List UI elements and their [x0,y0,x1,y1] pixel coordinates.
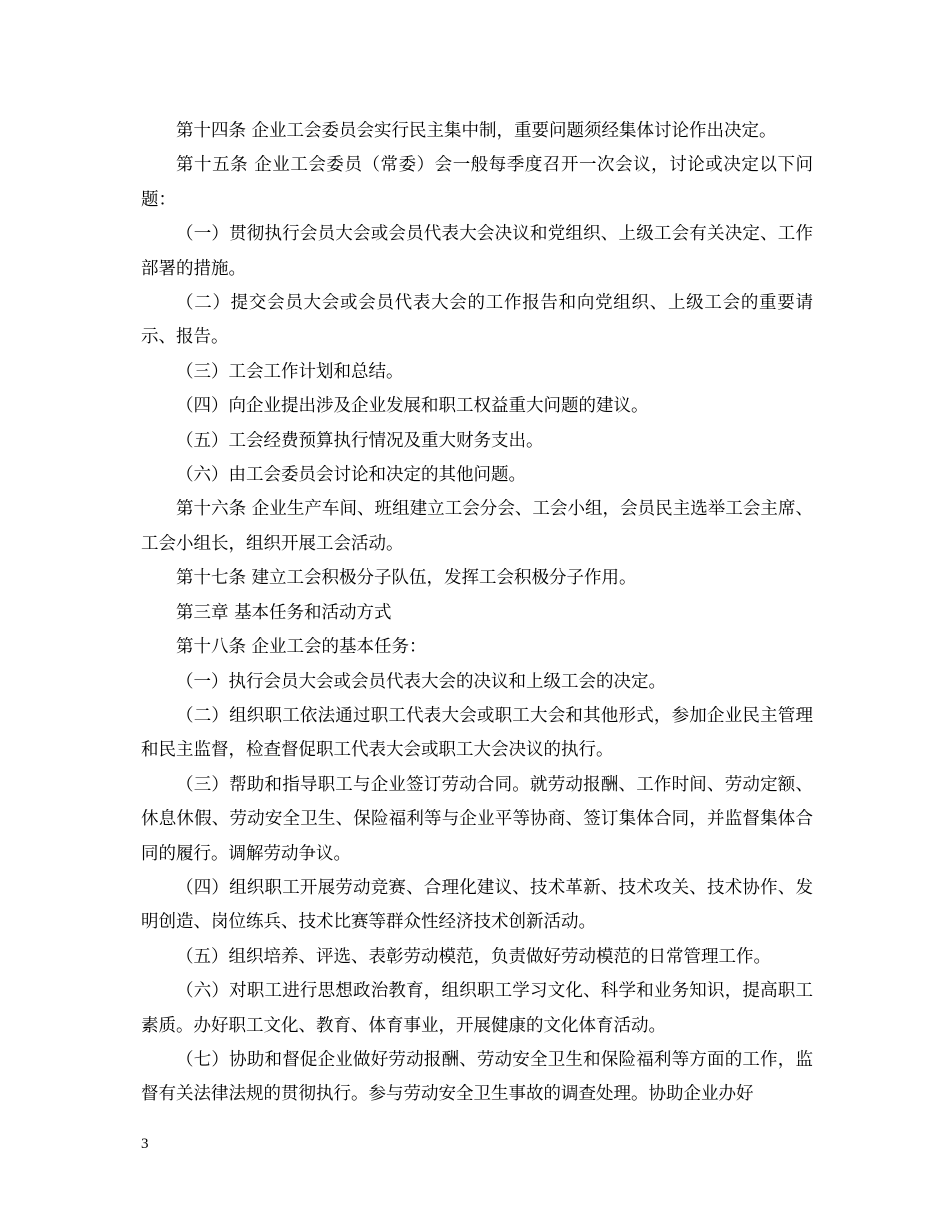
paragraph-18-item-7: （七）协助和督促企业做好劳动报酬、劳动安全卫生和保险福利等方面的工作，监督有关法律法规的贯彻执行。参与劳动安全卫生事故的调查处理。协助企业办好 [141,1049,813,1105]
paragraph-15-item-1: （一）贯彻执行会员大会或会员代表大会决议和党组织、上级工会有关决定、工作部署的措施。 [141,224,813,279]
paragraph-15-item-2: （二）提交会员大会或会员代表大会的工作报告和向党组织、上级工会的重要请示、报告。 [141,293,813,348]
paragraph-article-16: 第十六条 企业生产车间、班组建立工会分会、工会小组，会员民主选举工会主席、工会小组长，组织开展工会活动。 [141,499,813,554]
paragraph-article-18: 第十八条 企业工会的基本任务： [176,637,427,658]
body-text [141,114,813,1112]
paragraph-18-item-2: （二）组织职工依法通过职工代表大会或职工大会和其他形式，参加企业民主管理和民主监督，检查督促职工代表大会或职工大会决议的执行。 [141,705,813,761]
chapter-heading: 第三章 基本任务和活动方式 [176,602,392,623]
paragraph-18-item-4: （四）组织职工开展劳动竞赛、合理化建议、技术革新、技术攻关、技术协作、发明创造、岗位练兵、技术比赛等群众性经济技术创新活动。 [141,877,813,933]
paragraph-15-item-4: （四）向企业提出涉及企业发展和职工权益重大问题的建议。 [176,396,649,417]
paragraph-18-item-6: （六）对职工进行思想政治教育，组织职工学习文化、科学和业务知识，提高职工素质。办好职工文化、教育、体育事业，开展健康的文化体育活动。 [141,981,813,1036]
paragraph-15-item-3: （三）工会工作计划和总结。 [176,361,404,382]
paragraph-15-item-6: （六）由工会委员会讨论和决定的其他问题。 [176,465,526,486]
paragraph-article-14: 第十四条 企业工会委员会实行民主集中制，重要问题须经集体讨论作出决定。 [176,121,777,141]
page-number: 3 [141,1136,149,1152]
paragraph-article-15: 第十五条 企业工会委员（常委）会一般每季度召开一次会议，讨论或决定以下问题： [141,155,813,210]
paragraph-15-item-5: （五）工会经费预算执行情况及重大财务支出。 [176,430,544,451]
paragraph-article-17: 第十七条 建立工会积极分子队伍，发挥工会积极分子作用。 [176,568,637,589]
paragraph-18-item-3: （三）帮助和指导职工与企业签订劳动合同。就劳动报酬、工作时间、劳动定额、休息休假、劳动安全卫生、保险福利等与企业平等协商、签订集体合同，并监督集体合同的履行。调解劳动争议。 [141,774,813,864]
paragraph-18-item-5: （五）组织培养、评选、表彰劳动模范，负责做好劳动模范的日常管理工作。 [176,946,771,967]
paragraph-18-item-1: （一）执行会员大会或会员代表大会的决议和上级工会的决定。 [176,671,666,692]
